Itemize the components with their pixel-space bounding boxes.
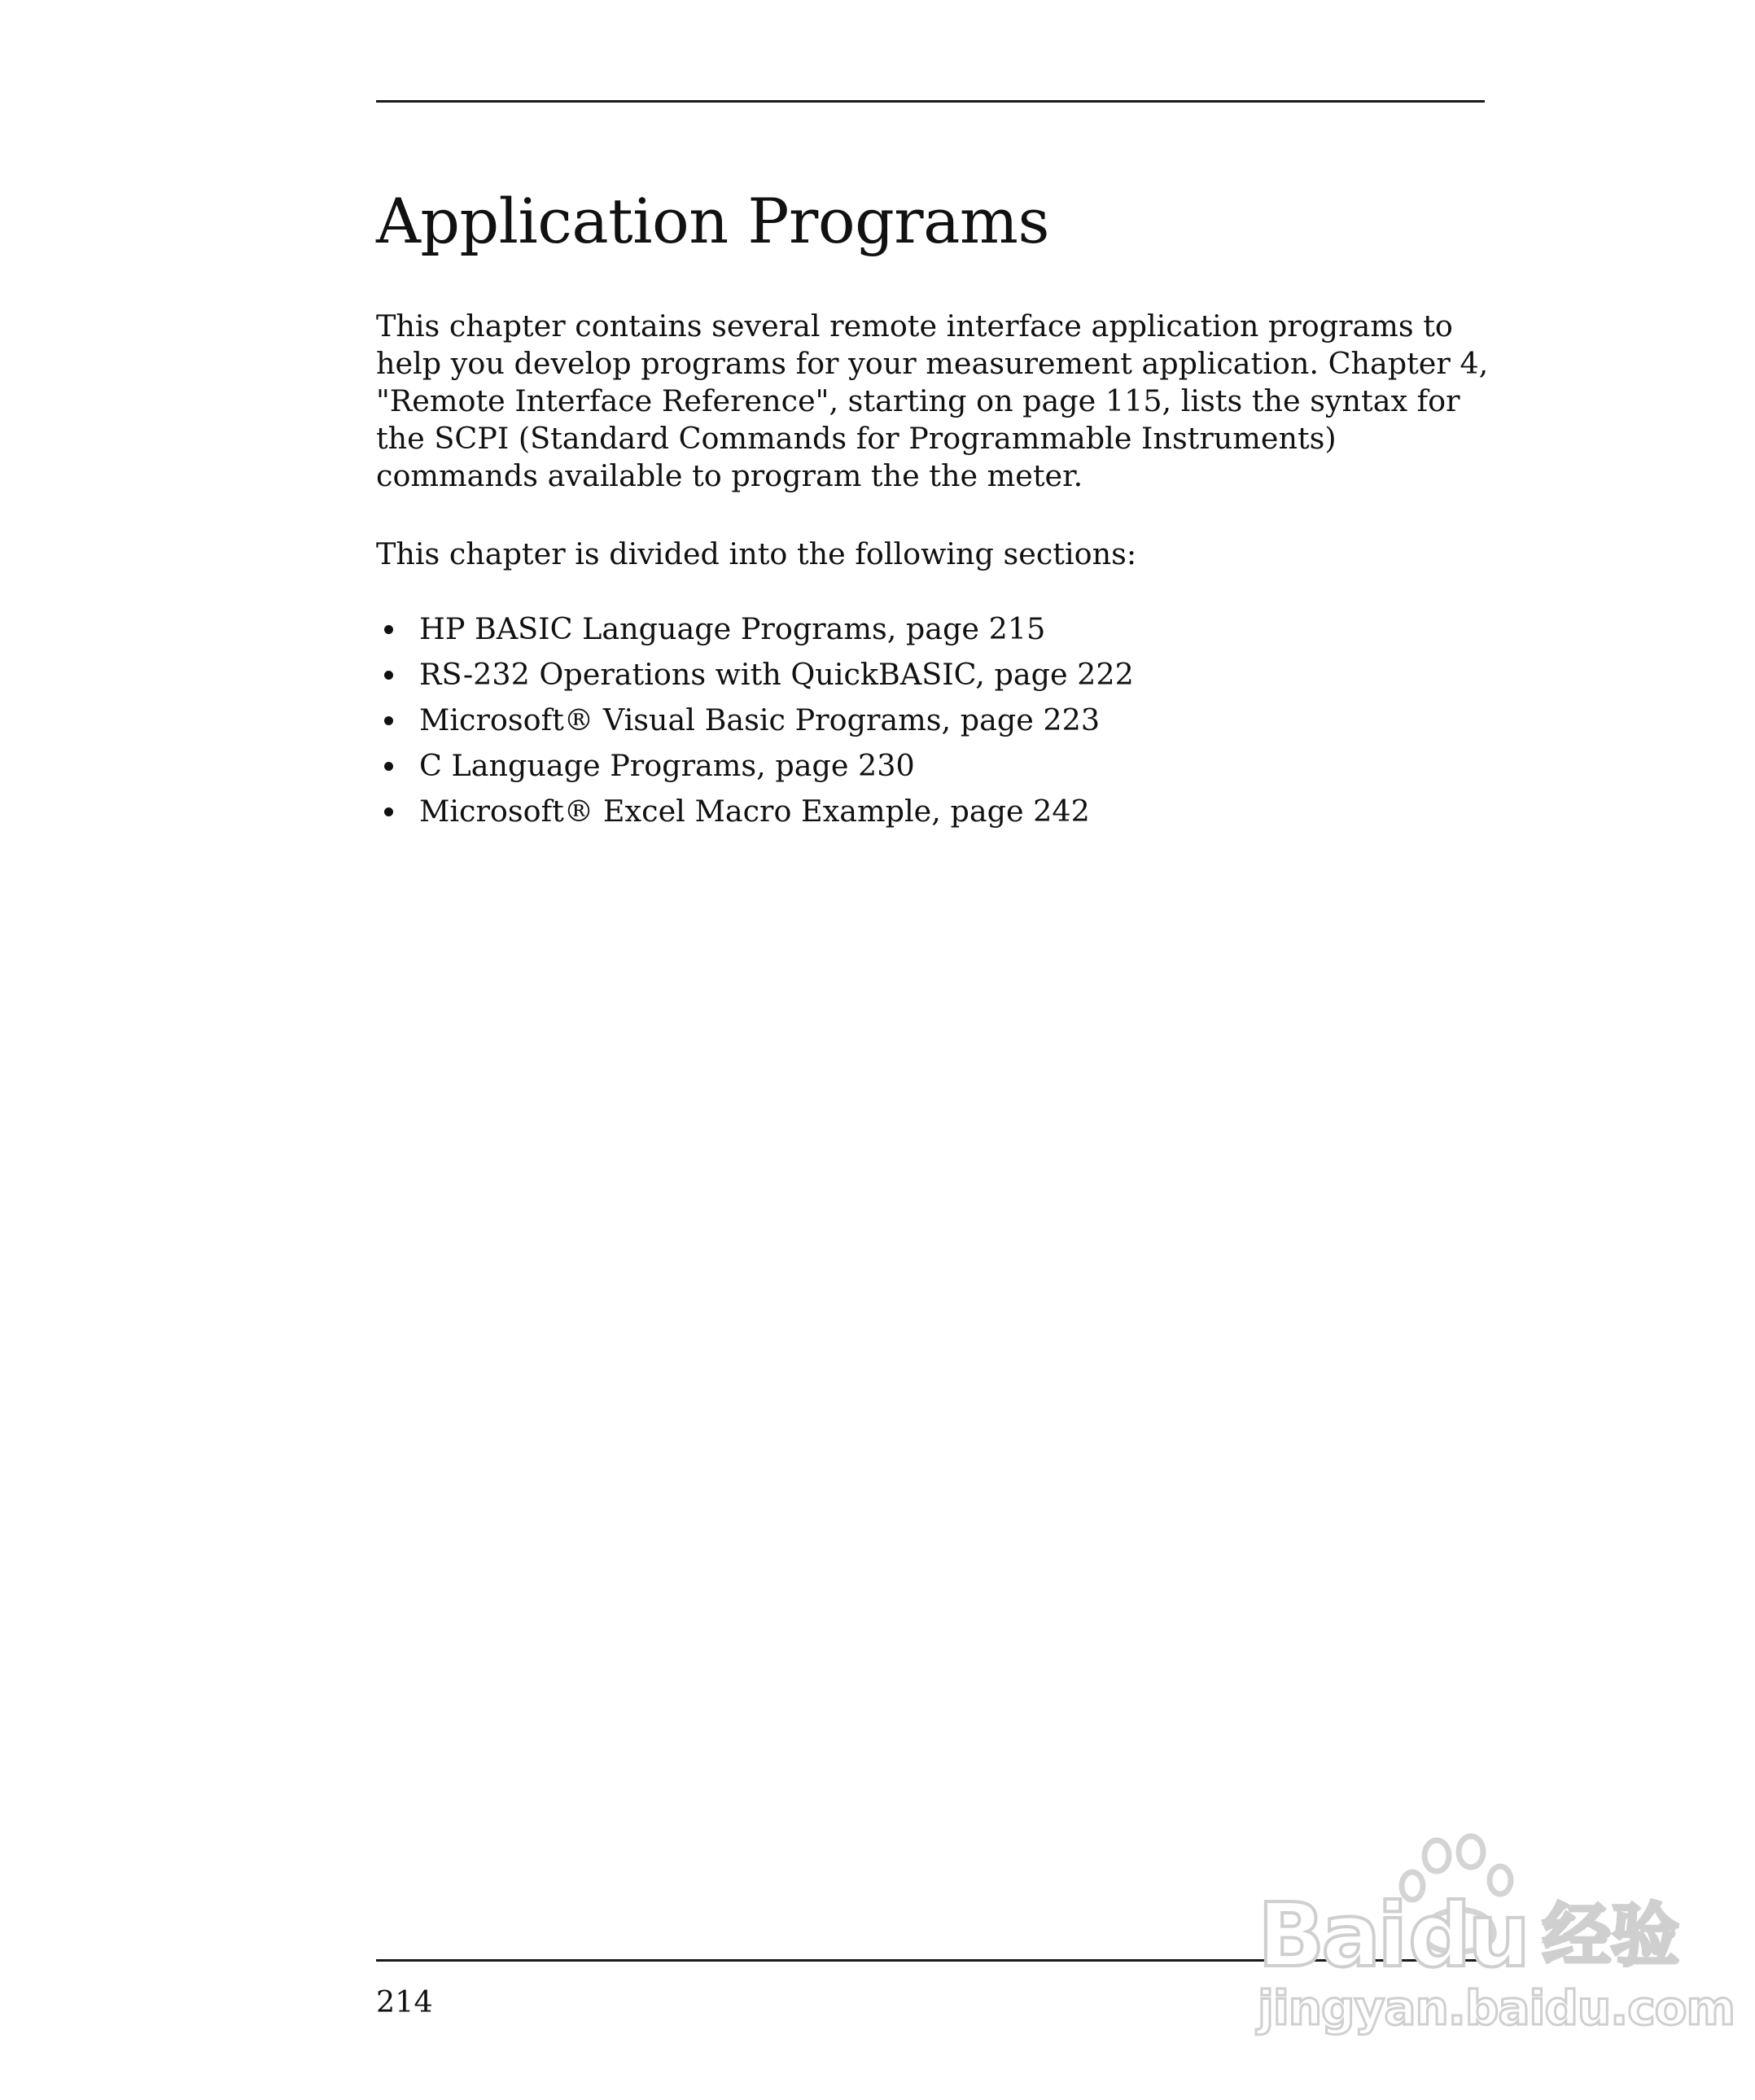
- chapter-title: Application Programs: [376, 185, 1049, 257]
- bullet-icon: [384, 762, 393, 771]
- svg-text:du: du: [1408, 1885, 1528, 1987]
- section-link-text: Microsoft® Excel Macro Example, page 242: [419, 794, 1090, 829]
- intro-line: the SCPI (Standard Commands for Programmable Instruments): [376, 421, 1337, 456]
- section-link-text: C Language Programs, page 230: [419, 748, 915, 783]
- list-item: [376, 702, 1134, 747]
- svg-text:经验: 经验: [1543, 1896, 1680, 1975]
- intro-paragraph: [376, 308, 1499, 495]
- section-link-text: Microsoft® Visual Basic Programs, page 223: [419, 702, 1101, 737]
- intro-line: commands available to program the the meter.: [376, 458, 1083, 493]
- header-rule: [376, 100, 1485, 103]
- baidu-watermark-logo: [1258, 1835, 1735, 2055]
- section-link-text: HP BASIC Language Programs, page 215: [419, 611, 1046, 646]
- intro-line: help you develop programs for your measurement application. Chapter 4,: [376, 346, 1489, 381]
- baidu-brand-text: [1258, 1885, 1679, 1987]
- watermark-url-text: jingyan.baidu.com: [1258, 1980, 1735, 2036]
- intro-line: This chapter contains several remote interface application programs to: [376, 308, 1453, 343]
- intro-line: "Remote Interface Reference", starting on page 115, lists the syntax for: [376, 383, 1460, 418]
- list-item: [376, 793, 1134, 838]
- bullet-icon: [384, 716, 393, 725]
- list-item: [376, 610, 1134, 656]
- list-item: [376, 747, 1134, 793]
- svg-text:Bai: Bai: [1258, 1885, 1405, 1987]
- bullet-icon: [384, 807, 393, 816]
- page-number: 214: [376, 1984, 433, 2019]
- sections-list: [376, 610, 1134, 838]
- section-link-text: RS-232 Operations with QuickBASIC, page 222: [419, 657, 1134, 692]
- bullet-icon: [384, 625, 393, 634]
- sections-intro: This chapter is divided into the following sections:: [376, 536, 1137, 571]
- bullet-icon: [384, 671, 393, 680]
- list-item: [376, 656, 1134, 702]
